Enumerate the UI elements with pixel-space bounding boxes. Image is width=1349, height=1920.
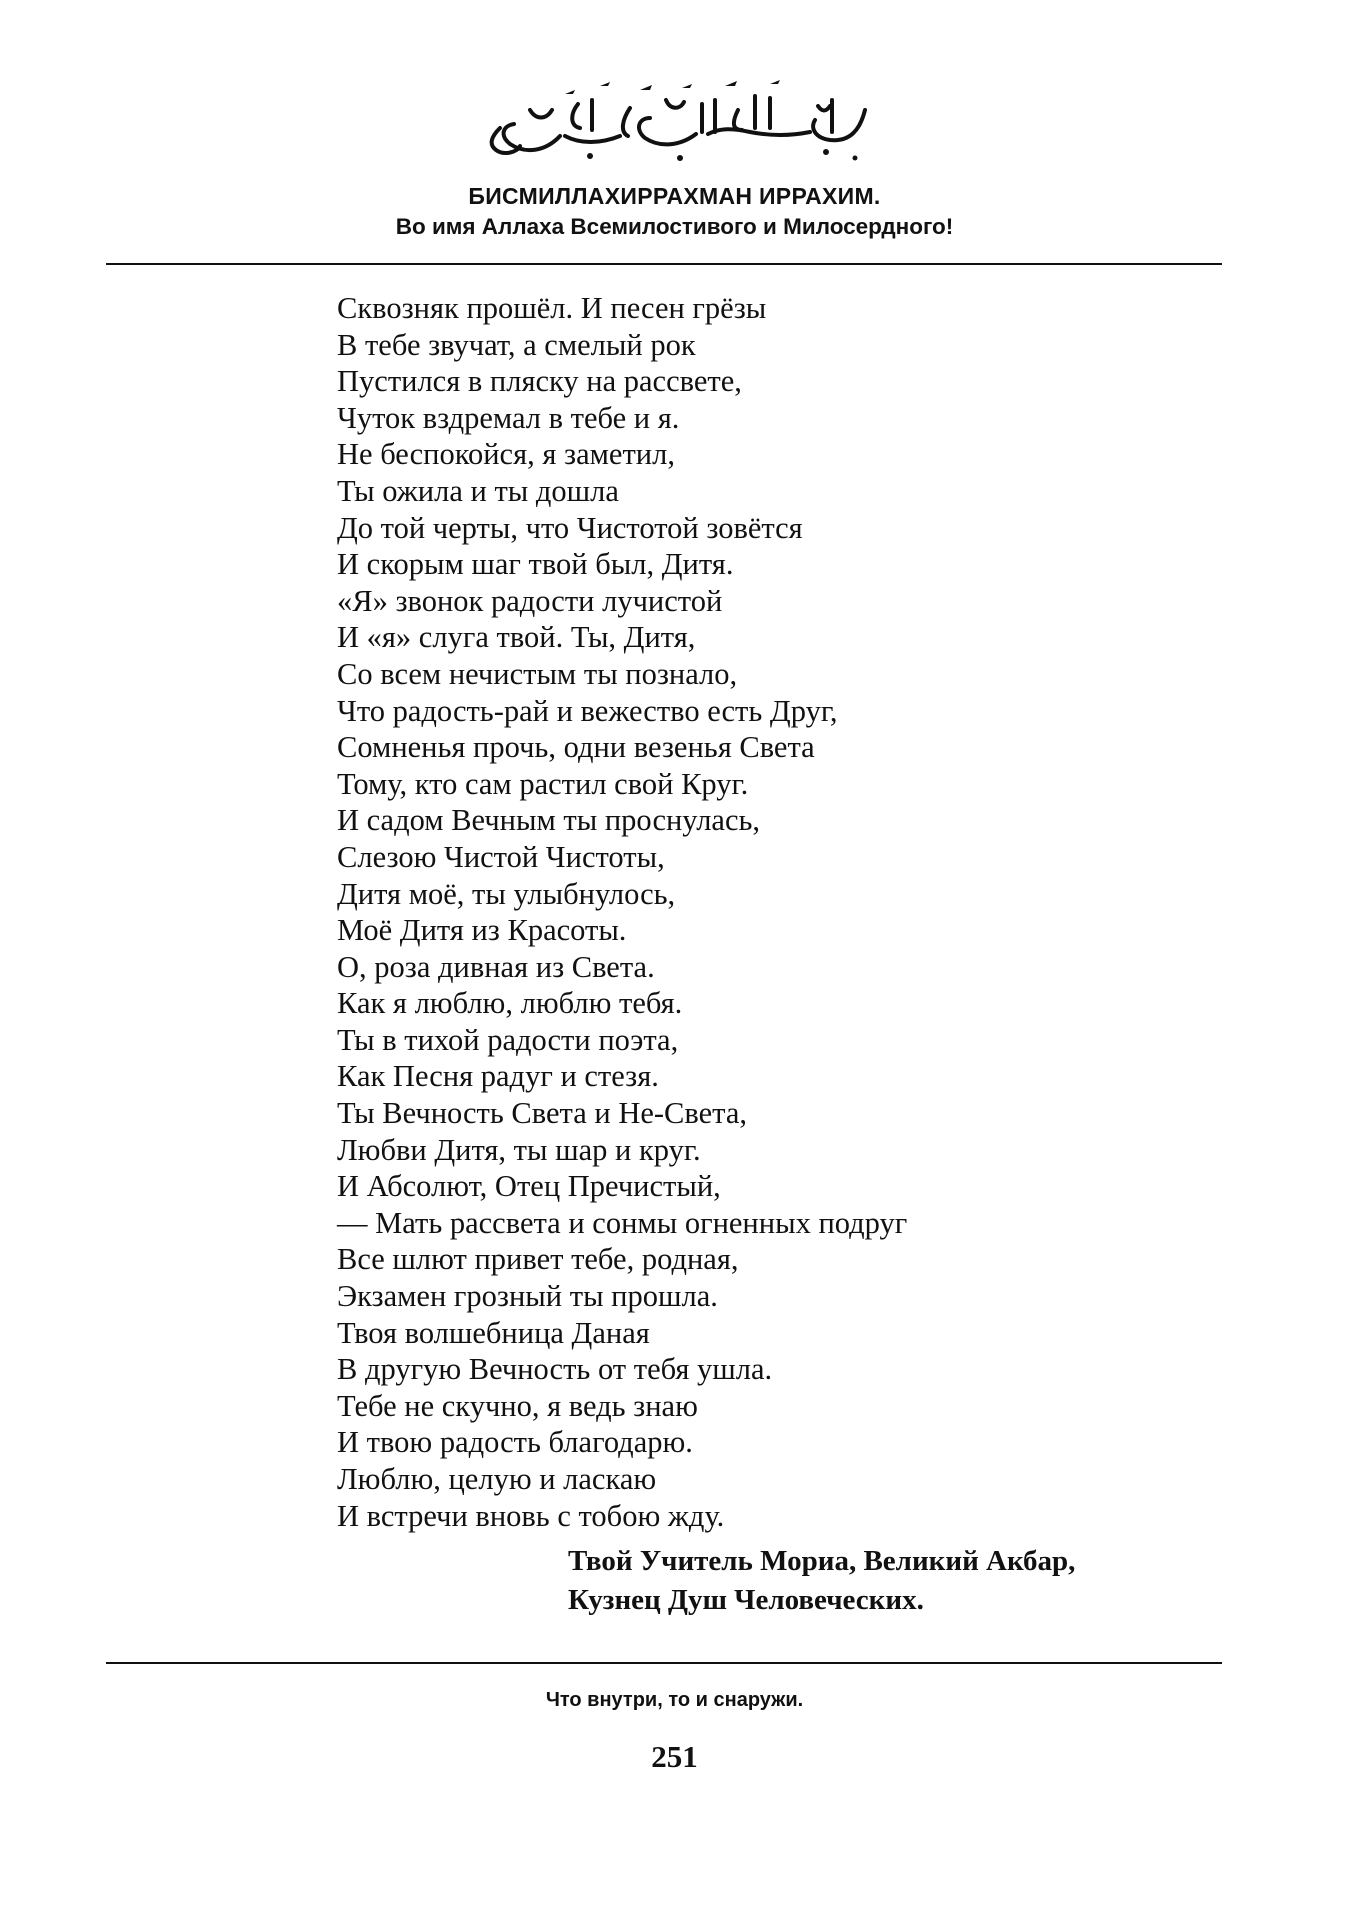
poem-line: И скорым шаг твой был, Дитя. [337,547,734,582]
poem-line: — Мать рассвета и сонмы огненных подруг [337,1205,908,1240]
basmala-calligraphy [470,70,880,170]
poem-line: Как Песня радуг и стезя. [337,1059,659,1094]
poem-line: Что радость-рай и вежество есть Друг, [337,693,838,728]
poem-line: Все шлют привет тебе, родная, [337,1242,739,1277]
poem-line: Моё Дитя из Красоты. [337,913,627,948]
signature-block [568,1542,1075,1620]
poem-line: Ты Вечность Света и Не-Света, [337,1096,748,1131]
poem-line: Любви Дитя, ты шар и круг. [337,1132,701,1167]
poem-line: Дитя моё, ты улыбнулось, [337,876,676,911]
poem-line: В другую Вечность от тебя ушла. [337,1352,773,1387]
poem-line: И Абсолют, Отец Пречистый, [337,1169,721,1204]
poem-line: Твоя волшебница Даная [337,1315,650,1350]
poem-line: Пустился в пляску на рассвете, [337,364,742,399]
poem-line: Как я люблю, люблю тебя. [337,986,683,1021]
poem-line: Чуток вздремал в тебе и я. [337,400,680,435]
poem-line: И садом Вечным ты проснулась, [337,803,761,838]
poem-line: И твою радость благодарю. [337,1425,693,1460]
top-divider [106,263,1222,265]
bottom-divider [106,1662,1222,1664]
poem-line: До той черты, что Чистотой зовётся [337,510,803,545]
signature-line-1: Твой Учитель Мориа, Великий Акбар, [568,1545,1076,1577]
poem-line: «Я» звонок радости лучистой [337,583,723,618]
poem-line: Люблю, целую и ласкаю [337,1462,657,1496]
footer-motto: Что внутри, то и снаружи. [545,1689,804,1711]
header-subtitle: Во имя Аллаха Всемилостивого и Милосердного! [395,214,954,239]
header-title: БИСМИЛЛАХИРРАХМАН ИРРАХИМ. [468,183,881,209]
poem-line: Тому, кто сам растил свой Круг. [337,766,749,801]
poem-body [337,290,907,1534]
poem-line: Со всем нечистым ты познало, [337,656,738,691]
poem-line: Не беспокойся, я заметил, [337,437,675,472]
poem-line: Сомненья прочь, одни везенья Света [337,730,815,765]
poem-line: Тебе не скучно, я ведь знаю [337,1388,698,1423]
page-number: 251 [651,1739,698,1774]
signature-line-2: Кузнец Душ Человеческих. [568,1584,924,1616]
poem-line: Слезою Чистой Чистоты, [337,839,665,874]
poem-line: О, роза дивная из Света. [337,949,655,984]
poem-line: Ты в тихой радости поэта, [337,1022,679,1057]
poem-line: Экзамен грозный ты прошла. [337,1279,718,1314]
poem-line: Ты ожила и ты дошла [337,473,619,508]
poem-line: И «я» слуга твой. Ты, Дитя, [337,620,696,655]
poem-line: Сквозняк прошёл. И песен грёзы [337,291,767,325]
poem-line: В тебе звучат, а смелый рок [337,327,696,362]
poem-line: И встречи вновь с тобою жду. [337,1498,725,1533]
